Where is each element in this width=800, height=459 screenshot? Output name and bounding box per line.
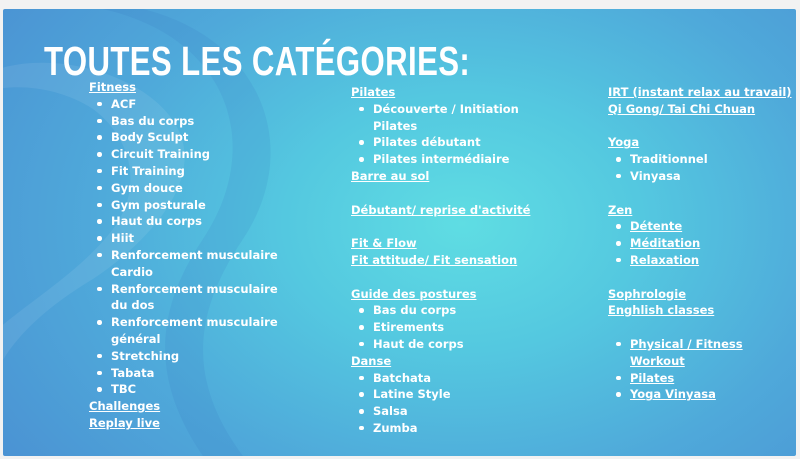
list-item: Gym posturale — [89, 197, 289, 214]
list-item: Renforcement musculaire Cardio — [89, 247, 289, 281]
category-sophrologie-link[interactable]: Sophrologie — [608, 286, 686, 301]
pilates-list — [351, 101, 566, 168]
category-barre-link[interactable]: Barre au sol — [351, 168, 430, 183]
yoga-list — [608, 151, 793, 185]
guide-list — [351, 302, 566, 352]
list-item: Renforcement musculaire du dos — [89, 281, 289, 315]
list-item: Body Sculpt — [89, 129, 289, 146]
english-item-link[interactable]: Physical / Fitness Workout — [608, 336, 793, 370]
fitness-list — [89, 96, 289, 398]
zen-item-link[interactable]: Relaxation — [608, 252, 793, 269]
list-item: Etirements — [351, 319, 566, 336]
zen-list — [608, 218, 793, 268]
category-zen-link[interactable]: Zen — [608, 202, 633, 217]
category-english-link[interactable]: Enghlish classes — [608, 303, 715, 318]
list-item: Bas du corps — [89, 113, 289, 130]
category-qigong-link[interactable]: Qi Gong/ Tai Chi Chuan — [608, 101, 756, 116]
list-item: Fit Training — [89, 163, 289, 180]
category-fitness-link[interactable]: Fitness — [89, 80, 136, 94]
column-pilates — [351, 84, 566, 437]
column-fitness — [89, 79, 289, 432]
list-item: Vinyasa — [608, 168, 793, 185]
english-item-link[interactable]: Yoga Vinyasa — [608, 386, 793, 403]
category-irt-link[interactable]: IRT (instant relax au travail) — [608, 85, 792, 99]
list-item: Traditionnel — [608, 151, 793, 168]
list-item: Gym douce — [89, 180, 289, 197]
list-item: Découverte / Initiation Pilates — [351, 101, 566, 135]
list-item: Tabata — [89, 365, 289, 382]
category-yoga-link[interactable]: Yoga — [608, 135, 640, 150]
category-challenges-link[interactable]: Challenges — [89, 399, 161, 414]
list-item: Pilates débutant — [351, 134, 566, 151]
list-item: Renforcement musculaire général — [89, 314, 289, 348]
category-debutant-link[interactable]: Débutant/ reprise d'activité — [351, 202, 531, 217]
list-item: Stretching — [89, 348, 289, 365]
category-fitflow-link[interactable]: Fit & Flow — [351, 236, 417, 251]
list-item: Batchata — [351, 370, 566, 387]
list-item: Bas du corps — [351, 302, 566, 319]
slide — [3, 9, 796, 456]
english-item-link[interactable]: Pilates — [608, 370, 793, 387]
category-replay-link[interactable]: Replay live — [89, 415, 160, 430]
list-item: ACF — [89, 96, 289, 113]
category-danse-link[interactable]: Danse — [351, 353, 392, 368]
page-title: TOUTES LES CATÉGORIES: — [44, 38, 471, 84]
list-item: Zumba — [351, 420, 566, 437]
list-item: Latine Style — [351, 386, 566, 403]
category-pilates-link[interactable]: Pilates — [351, 85, 396, 99]
zen-item-link[interactable]: Détente — [608, 218, 793, 235]
list-item: Salsa — [351, 403, 566, 420]
category-fitattitude-link[interactable]: Fit attitude/ Fit sensation — [351, 252, 518, 267]
column-relax — [608, 84, 793, 403]
zen-item-link[interactable]: Méditation — [608, 235, 793, 252]
list-item: Haut du corps — [89, 213, 289, 230]
danse-list — [351, 370, 566, 437]
list-item: Circuit Training — [89, 146, 289, 163]
list-item: Hiit — [89, 230, 289, 247]
list-item: Pilates intermédiaire — [351, 151, 566, 168]
english-list — [608, 336, 793, 403]
list-item: Haut de corps — [351, 336, 566, 353]
list-item: TBC — [89, 381, 289, 398]
category-guide-link[interactable]: Guide des postures — [351, 286, 477, 301]
